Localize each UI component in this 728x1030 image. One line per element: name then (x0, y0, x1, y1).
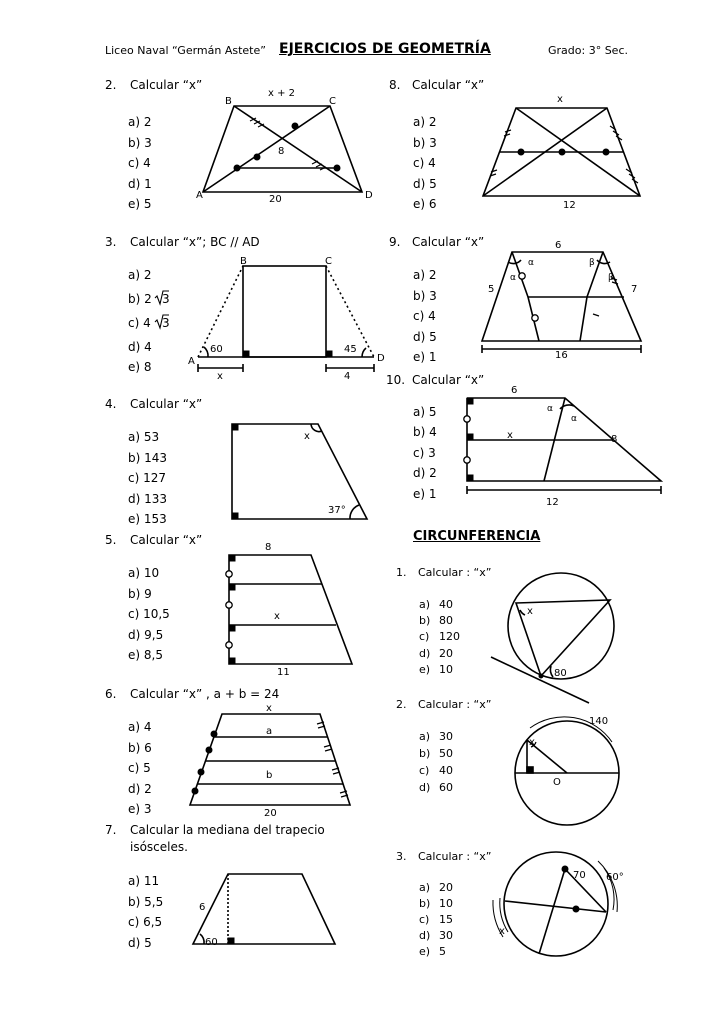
p5-option-b: b) 9 (128, 587, 152, 601)
c3-option-e-value: 5 (439, 945, 446, 958)
p9-alpha-1: α (528, 258, 534, 268)
p5-option-e: e) 8,5 (128, 648, 163, 662)
p10-option-c: c) 3 (413, 446, 436, 460)
p2-label-A: A (196, 190, 203, 201)
p10-option-a: a) 5 (413, 405, 437, 419)
c1-option-b-value: 80 (439, 614, 453, 627)
p9-beta-1: β (589, 258, 595, 268)
p3-label-B: B (240, 256, 247, 267)
figure-p7-trapezoid (193, 874, 335, 944)
p3-question: Calcular “x”; BC // AD (130, 235, 260, 249)
c3-option-d-value: 30 (439, 929, 453, 942)
figure-p10-trapezoid (467, 398, 661, 494)
figure-p4-trapezoid (232, 424, 367, 519)
p8-label-base: 12 (563, 200, 576, 211)
c2-number: 2. (396, 698, 407, 711)
p7-option-a: a) 11 (128, 874, 160, 888)
p10-option-b: b) 4 (413, 425, 437, 439)
p7-option-d: d) 5 (128, 936, 152, 950)
p2-question: Calcular “x” (130, 78, 203, 92)
p7-number: 7. (105, 823, 117, 837)
p7-option-c: c) 6,5 (128, 915, 163, 929)
p7-angle-60: 60 (205, 937, 218, 948)
p3-angle-60: 60 (210, 344, 223, 355)
p10-label-base: 12 (546, 497, 559, 508)
p3-number: 3. (105, 235, 117, 249)
c2-option-a-value: 30 (439, 730, 453, 743)
p2-label-B: B (225, 96, 232, 107)
p5-number: 5. (105, 533, 117, 547)
c2-option-c-value: 40 (439, 764, 453, 777)
p2-label-base: 20 (269, 194, 282, 205)
c3-question: Calcular : “x” (418, 850, 492, 863)
p6-question: Calcular “x” , a + b = 24 (130, 687, 280, 701)
c1-angle-80: 80 (554, 668, 567, 679)
p2-option-e: e) 5 (128, 197, 152, 211)
c1-option-a-value: 40 (439, 598, 453, 611)
c3-option-c-value: 15 (439, 913, 453, 926)
p9-label-top: 6 (555, 240, 562, 251)
c3-option-a-value: 20 (439, 881, 453, 894)
p9-label-base: 16 (555, 350, 568, 361)
c2-option-d-letter: d) (419, 781, 431, 794)
p4-option-c: c) 127 (128, 471, 166, 485)
p10-label-8: 8 (611, 434, 618, 445)
p6-label-x: x (266, 703, 272, 714)
p2-number: 2. (105, 78, 117, 92)
p2-option-c: c) 4 (128, 156, 151, 170)
p2-label-D: D (365, 190, 373, 201)
c2-angle-140: 140 (589, 716, 609, 727)
c3-angle-60: 60° (606, 872, 624, 883)
figure-p5-trapezoid (229, 555, 352, 664)
c3-angle-70: 70 (573, 870, 586, 881)
p4-angle-37: 37° (328, 505, 346, 516)
c1-number: 1. (396, 566, 407, 579)
p9-option-b: b) 3 (413, 289, 437, 303)
p6-option-a: a) 4 (128, 720, 152, 734)
p2-label-mid: 8 (278, 146, 285, 157)
c3-option-b-value: 10 (439, 897, 453, 910)
p5-label-x: x (274, 611, 280, 622)
p7-label-6: 6 (199, 902, 206, 913)
p6-label-base: 20 (264, 808, 277, 819)
p10-question: Calcular “x” (412, 373, 485, 387)
p8-option-c: c) 4 (413, 156, 436, 170)
c2-option-a-letter: a) (419, 730, 431, 743)
c2-label-O: O (553, 777, 561, 788)
c3-option-c-letter: c) (419, 913, 430, 926)
c1-option-e-letter: e) (419, 663, 431, 676)
c3-option-d-letter: d) (419, 929, 431, 942)
p3-option-b: b) 2 (128, 292, 152, 306)
p6-option-e: e) 3 (128, 802, 152, 816)
c3-option-e-letter: e) (419, 945, 431, 958)
page-title: EJERCICIOS DE GEOMETRÍA (279, 41, 491, 57)
p10-option-e: e) 1 (413, 487, 437, 501)
p5-label-top: 8 (265, 542, 272, 553)
p6-option-c: c) 5 (128, 761, 151, 775)
p5-option-c: c) 10,5 (128, 607, 170, 621)
c3-option-a-letter: a) (419, 881, 431, 894)
p3-option-b-root: 3 (162, 292, 170, 306)
p9-option-c: c) 4 (413, 309, 436, 323)
section-heading-circunferencia: CIRCUNFERENCIA (413, 529, 541, 544)
c1-option-d-letter: d) (419, 647, 431, 660)
p6-label-a: a (266, 726, 273, 737)
p9-number: 9. (389, 235, 401, 249)
p2-option-d: d) 1 (128, 177, 152, 191)
p6-option-b: b) 6 (128, 741, 152, 755)
p9-label-5: 5 (488, 284, 495, 295)
p5-label-bottom: 11 (277, 667, 290, 678)
p9-option-a: a) 2 (413, 268, 437, 282)
p8-option-a: a) 2 (413, 115, 437, 129)
p4-number: 4. (105, 397, 117, 411)
p8-option-b: b) 3 (413, 136, 437, 150)
figure-c3-circle (493, 852, 617, 956)
figure-p9-trapezoid (482, 252, 641, 353)
c2-option-c-letter: c) (419, 764, 430, 777)
c1-option-d-value: 20 (439, 647, 453, 660)
p4-option-e: e) 153 (128, 512, 167, 526)
c2-option-b-letter: b) (419, 747, 431, 760)
p2-label-top: x + 2 (268, 88, 296, 99)
c1-label-x: x (527, 606, 533, 617)
p3-label-x: x (217, 371, 223, 382)
p3-label-D: D (377, 353, 385, 364)
p9-beta-2: β (608, 273, 614, 283)
c1-option-c-letter: c) (419, 630, 430, 643)
p2-option-a: a) 2 (128, 115, 152, 129)
p5-option-d: d) 9,5 (128, 628, 164, 642)
p9-label-7: 7 (631, 284, 638, 295)
p3-angle-45: 45 (344, 344, 357, 355)
c3-option-b-letter: b) (419, 897, 431, 910)
p8-question: Calcular “x” (412, 78, 485, 92)
c1-option-b-letter: b) (419, 614, 431, 627)
p7-question-line1: Calcular la mediana del trapecio (130, 823, 325, 837)
p6-label-b: b (266, 770, 273, 781)
p4-option-d: d) 133 (128, 492, 168, 506)
p3-option-c: c) 4 (128, 316, 151, 330)
p4-option-a: a) 53 (128, 430, 160, 444)
figure-p3-trapezoid (198, 266, 374, 372)
p4-label-x: x (304, 431, 310, 442)
c2-option-b-value: 50 (439, 747, 453, 760)
p6-option-d: d) 2 (128, 782, 152, 796)
p5-option-a: a) 10 (128, 566, 160, 580)
p3-option-e: e) 8 (128, 360, 152, 374)
p8-number: 8. (389, 78, 401, 92)
p3-option-d: d) 4 (128, 340, 152, 354)
p3-label-A: A (188, 356, 195, 367)
p7-option-b: b) 5,5 (128, 895, 164, 909)
p9-option-e: e) 1 (413, 350, 437, 364)
p10-number: 10. (386, 373, 406, 387)
p2-option-b: b) 3 (128, 136, 152, 150)
p3-option-c-root: 3 (162, 316, 170, 330)
p3-label-4: 4 (344, 371, 351, 382)
p6-number: 6. (105, 687, 117, 701)
c3-label-x: x (499, 926, 505, 937)
c3-number: 3. (396, 850, 407, 863)
p2-label-C: C (329, 96, 336, 107)
c1-option-c-value: 120 (439, 630, 460, 643)
figure-c1-circle (491, 573, 614, 703)
p9-option-d: d) 5 (413, 330, 437, 344)
p8-label-x: x (557, 94, 563, 105)
p8-option-e: e) 6 (413, 197, 437, 211)
p10-alpha-2: α (571, 414, 577, 424)
p10-alpha-1: α (547, 404, 553, 414)
p3-option-a: a) 2 (128, 268, 152, 282)
c2-label-x: x (529, 737, 535, 748)
c1-option-a-letter: a) (419, 598, 431, 611)
c2-question: Calcular : “x” (418, 698, 492, 711)
p10-label-x: x (507, 430, 513, 441)
p10-option-d: d) 2 (413, 466, 437, 480)
p7-question-line2: isósceles. (130, 840, 188, 854)
p9-alpha-2: α (510, 273, 516, 283)
c1-option-e-value: 10 (439, 663, 453, 676)
school-name: Liceo Naval “Germán Astete” (105, 44, 266, 57)
p10-label-6: 6 (511, 385, 518, 396)
c1-question: Calcular : “x” (418, 566, 492, 579)
c2-option-d-value: 60 (439, 781, 453, 794)
grade-label: Grado: 3° Sec. (548, 44, 628, 57)
p4-question: Calcular “x” (130, 397, 203, 411)
p9-question: Calcular “x” (412, 235, 485, 249)
p3-label-C: C (325, 256, 332, 267)
p4-option-b: b) 143 (128, 451, 168, 465)
figure-c2-circle (515, 717, 619, 825)
p8-option-d: d) 5 (413, 177, 437, 191)
p5-question: Calcular “x” (130, 533, 203, 547)
